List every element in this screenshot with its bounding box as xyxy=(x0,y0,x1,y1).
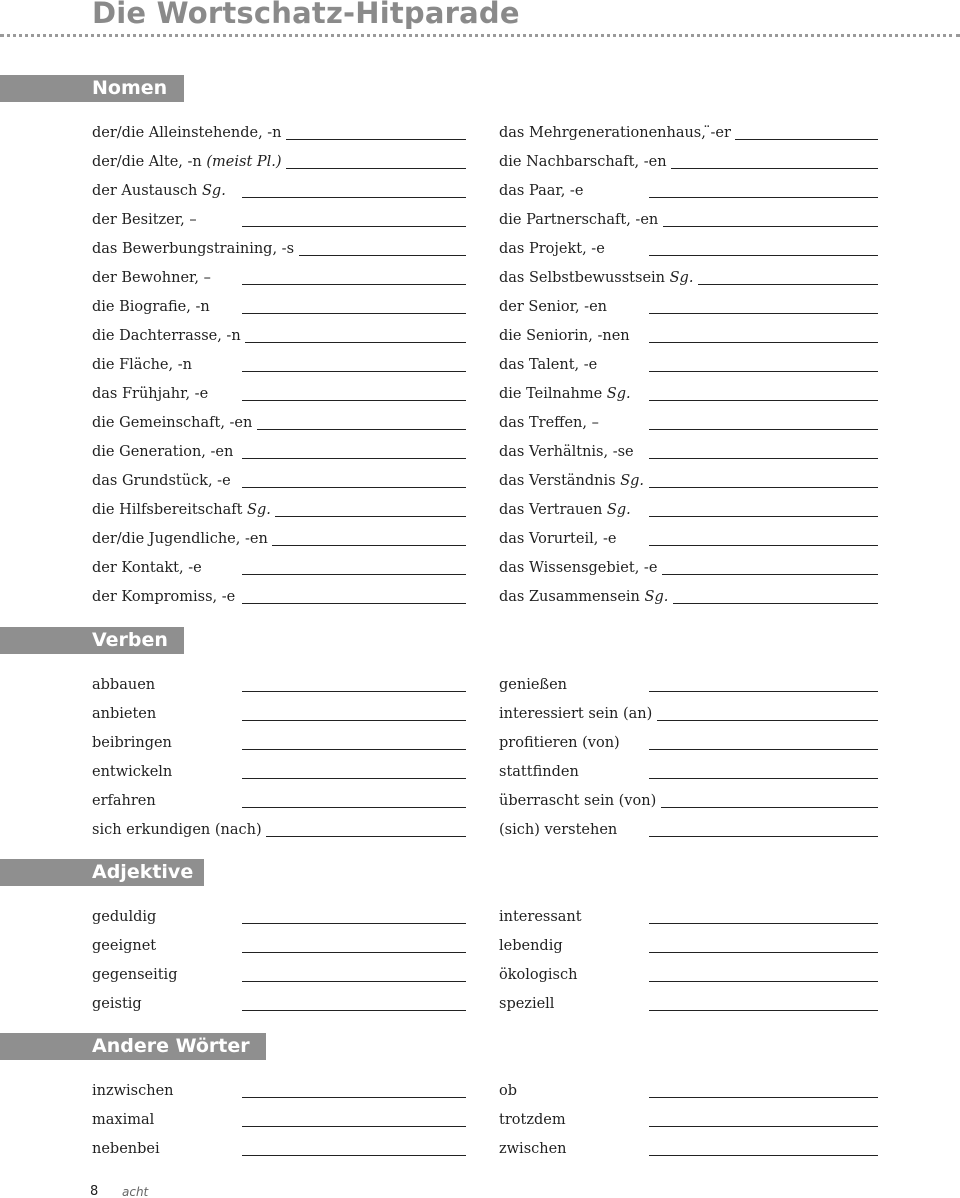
vocab-term: gegenseitig xyxy=(92,967,178,983)
translation-blank-line[interactable] xyxy=(242,1097,466,1098)
translation-blank-line[interactable] xyxy=(735,139,878,140)
vocab-row xyxy=(92,558,466,580)
vocab-row xyxy=(499,558,878,580)
vocab-term: der Kompromiss, -e xyxy=(92,589,236,605)
vocab-row xyxy=(499,936,878,958)
vocab-term: das Frühjahr, -e xyxy=(92,386,209,402)
vocab-row xyxy=(499,500,878,522)
vocab-term: ökologisch xyxy=(499,967,578,983)
translation-blank-line[interactable] xyxy=(266,836,466,837)
vocab-row xyxy=(499,907,878,929)
grammar-note: Sg. xyxy=(644,589,669,605)
vocab-row xyxy=(499,1081,878,1103)
vocab-term: das Vorurteil, -e xyxy=(499,531,617,547)
vocab-row xyxy=(499,355,878,377)
vocab-row xyxy=(92,326,466,348)
vocab-row xyxy=(499,123,878,145)
vocab-term: das Selbstbewusstsein Sg. xyxy=(499,270,694,286)
translation-blank-line[interactable] xyxy=(242,691,466,692)
vocab-term: das Wissensgebiet, -e xyxy=(499,560,658,576)
vocab-row xyxy=(92,704,466,726)
translation-blank-line[interactable] xyxy=(649,429,878,430)
title-dotted-rule xyxy=(0,34,960,37)
vocab-term: die Seniorin, -nen xyxy=(499,328,630,344)
translation-blank-line[interactable] xyxy=(662,574,878,575)
translation-blank-line[interactable] xyxy=(649,836,878,837)
vocab-row xyxy=(499,791,878,813)
translation-blank-line[interactable] xyxy=(698,284,878,285)
translation-blank-line[interactable] xyxy=(649,691,878,692)
vocab-row xyxy=(499,965,878,987)
section-header-adjektive xyxy=(0,859,204,886)
vocab-row xyxy=(92,123,466,145)
section-label-andere-woerter: Andere Wörter xyxy=(92,1035,250,1057)
vocab-row xyxy=(92,384,466,406)
translation-blank-line[interactable] xyxy=(649,1126,878,1127)
vocab-term: abbauen xyxy=(92,677,156,693)
vocab-term: die Fläche, -n xyxy=(92,357,192,373)
vocab-row xyxy=(499,384,878,406)
vocab-term: ob xyxy=(499,1083,518,1099)
translation-blank-line[interactable] xyxy=(242,1126,466,1127)
translation-blank-line[interactable] xyxy=(649,487,878,488)
vocab-term: beibringen xyxy=(92,735,172,751)
vocab-term: nebenbei xyxy=(92,1141,160,1157)
translation-blank-line[interactable] xyxy=(299,255,466,256)
vocab-term: das Bewerbungstraining, -s xyxy=(92,241,295,257)
vocab-term: entwickeln xyxy=(92,764,173,780)
vocab-term: geeignet xyxy=(92,938,157,954)
vocab-term: die Generation, -en xyxy=(92,444,234,460)
translation-blank-line[interactable] xyxy=(242,487,466,488)
vocab-row xyxy=(499,297,878,319)
translation-blank-line[interactable] xyxy=(657,720,878,721)
vocab-row xyxy=(92,791,466,813)
translation-blank-line[interactable] xyxy=(286,168,466,169)
vocab-row xyxy=(92,1081,466,1103)
vocab-row xyxy=(92,239,466,261)
vocab-term: der Bewohner, – xyxy=(92,270,211,286)
vocab-row xyxy=(499,239,878,261)
translation-blank-line[interactable] xyxy=(649,749,878,750)
translation-blank-line[interactable] xyxy=(242,720,466,721)
page-number-word: acht xyxy=(122,1185,149,1198)
vocab-term: trotzdem xyxy=(499,1112,566,1128)
vocab-term: erfahren xyxy=(92,793,156,809)
translation-blank-line[interactable] xyxy=(649,981,878,982)
vocab-term: stattfinden xyxy=(499,764,579,780)
vocab-term: zwischen xyxy=(499,1141,567,1157)
translation-blank-line[interactable] xyxy=(242,749,466,750)
vocab-term: (sich) verstehen xyxy=(499,822,618,838)
translation-blank-line[interactable] xyxy=(663,226,878,227)
translation-blank-line[interactable] xyxy=(649,1155,878,1156)
vocab-row xyxy=(92,675,466,697)
vocab-row xyxy=(499,413,878,435)
vocab-row xyxy=(499,1139,878,1161)
translation-blank-line[interactable] xyxy=(272,545,466,546)
vocab-row xyxy=(92,907,466,929)
vocab-term: das Treffen, – xyxy=(499,415,599,431)
vocab-row xyxy=(499,994,878,1016)
vocab-term: inzwischen xyxy=(92,1083,174,1099)
vocab-term: die Hilfsbereitschaft Sg. xyxy=(92,502,271,518)
vocab-term: die Biografie, -n xyxy=(92,299,210,315)
vocab-row xyxy=(92,529,466,551)
translation-blank-line[interactable] xyxy=(242,313,466,314)
vocab-row xyxy=(92,936,466,958)
vocab-row xyxy=(92,442,466,464)
vocab-row xyxy=(92,152,466,174)
translation-blank-line[interactable] xyxy=(649,197,878,198)
vocab-term: geistig xyxy=(92,996,142,1012)
translation-blank-line[interactable] xyxy=(661,807,878,808)
vocab-term: das Mehrgenerationenhaus, ̈-er xyxy=(499,125,731,141)
translation-blank-line[interactable] xyxy=(242,1010,466,1011)
translation-blank-line[interactable] xyxy=(649,952,878,953)
translation-blank-line[interactable] xyxy=(242,226,466,227)
translation-blank-line[interactable] xyxy=(242,603,466,604)
grammar-note: Sg. xyxy=(620,473,645,489)
vocab-row xyxy=(92,500,466,522)
translation-blank-line[interactable] xyxy=(649,255,878,256)
vocab-row xyxy=(499,210,878,232)
vocab-term: speziell xyxy=(499,996,555,1012)
vocab-term: die Partnerschaft, -en xyxy=(499,212,659,228)
vocab-row xyxy=(499,181,878,203)
vocab-row xyxy=(499,529,878,551)
vocab-row xyxy=(499,268,878,290)
vocab-term: maximal xyxy=(92,1112,155,1128)
vocab-term: überrascht sein (von) xyxy=(499,793,657,809)
vocab-row xyxy=(92,268,466,290)
translation-blank-line[interactable] xyxy=(649,778,878,779)
translation-blank-line[interactable] xyxy=(245,342,466,343)
vocab-row xyxy=(92,820,466,842)
page-number: 8 xyxy=(90,1184,99,1198)
vocab-row xyxy=(92,733,466,755)
translation-blank-line[interactable] xyxy=(242,952,466,953)
vocab-term: der Kontakt, -e xyxy=(92,560,202,576)
vocab-term: der Besitzer, – xyxy=(92,212,197,228)
vocab-row xyxy=(499,587,878,609)
vocab-term: interessant xyxy=(499,909,582,925)
vocab-term: interessiert sein (an) xyxy=(499,706,653,722)
translation-blank-line[interactable] xyxy=(673,603,878,604)
section-header-andere-woerter xyxy=(0,1033,266,1060)
vocab-row xyxy=(499,326,878,348)
vocab-term: der/die Alte, -n (meist Pl.) xyxy=(92,154,282,170)
translation-blank-line[interactable] xyxy=(257,429,466,430)
grammar-note: Sg. xyxy=(201,183,226,199)
vocab-term: lebendig xyxy=(499,938,563,954)
vocab-row xyxy=(499,442,878,464)
vocab-row xyxy=(92,355,466,377)
section-label-verben: Verben xyxy=(92,629,168,651)
grammar-note: (meist Pl.) xyxy=(206,154,282,170)
vocab-row xyxy=(92,1139,466,1161)
translation-blank-line[interactable] xyxy=(242,807,466,808)
vocab-row xyxy=(92,994,466,1016)
section-header-nomen xyxy=(0,75,184,102)
vocab-row xyxy=(499,675,878,697)
vocab-row xyxy=(499,152,878,174)
translation-blank-line[interactable] xyxy=(649,342,878,343)
vocab-term: das Paar, -e xyxy=(499,183,584,199)
grammar-note: Sg. xyxy=(247,502,271,518)
vocab-row xyxy=(92,413,466,435)
translation-blank-line[interactable] xyxy=(649,313,878,314)
vocab-row xyxy=(92,1110,466,1132)
vocab-term: das Verständnis Sg. xyxy=(499,473,645,489)
vocab-term: die Gemeinschaft, -en xyxy=(92,415,253,431)
translation-blank-line[interactable] xyxy=(242,458,466,459)
grammar-note: Sg. xyxy=(669,270,694,286)
vocab-row xyxy=(499,1110,878,1132)
vocab-row xyxy=(499,733,878,755)
translation-blank-line[interactable] xyxy=(242,574,466,575)
page-title: Die Wortschatz-Hitparade xyxy=(92,0,520,30)
translation-blank-line[interactable] xyxy=(286,139,466,140)
translation-blank-line[interactable] xyxy=(649,1010,878,1011)
vocab-row xyxy=(92,471,466,493)
vocab-term: sich erkundigen (nach) xyxy=(92,822,262,838)
vocab-term: der Austausch Sg. xyxy=(92,183,226,199)
vocab-row xyxy=(92,587,466,609)
vocab-term: das Verhältnis, -se xyxy=(499,444,634,460)
vocab-row xyxy=(92,762,466,784)
vocab-term: der/die Alleinstehende, -n xyxy=(92,125,282,141)
vocab-row xyxy=(92,965,466,987)
translation-blank-line[interactable] xyxy=(242,981,466,982)
vocab-term: die Teilnahme Sg. xyxy=(499,386,631,402)
grammar-note: Sg. xyxy=(606,386,631,402)
translation-blank-line[interactable] xyxy=(242,197,466,198)
vocab-term: anbieten xyxy=(92,706,157,722)
vocab-row xyxy=(499,820,878,842)
vocab-term: die Nachbarschaft, -en xyxy=(499,154,667,170)
translation-blank-line[interactable] xyxy=(649,516,878,517)
vocab-term: das Talent, -e xyxy=(499,357,598,373)
translation-blank-line[interactable] xyxy=(671,168,878,169)
translation-blank-line[interactable] xyxy=(242,284,466,285)
vocab-term: profitieren (von) xyxy=(499,735,620,751)
vocab-term: genießen xyxy=(499,677,568,693)
vocab-term: die Dachterrasse, -n xyxy=(92,328,241,344)
translation-blank-line[interactable] xyxy=(649,1097,878,1098)
vocab-row xyxy=(92,181,466,203)
section-label-nomen: Nomen xyxy=(92,77,168,99)
section-header-verben xyxy=(0,627,184,654)
section-label-adjektive: Adjektive xyxy=(92,861,194,883)
vocab-row xyxy=(499,704,878,726)
translation-blank-line[interactable] xyxy=(649,371,878,372)
vocab-term: das Projekt, -e xyxy=(499,241,605,257)
translation-blank-line[interactable] xyxy=(242,371,466,372)
translation-blank-line[interactable] xyxy=(242,778,466,779)
translation-blank-line[interactable] xyxy=(649,923,878,924)
translation-blank-line[interactable] xyxy=(242,1155,466,1156)
translation-blank-line[interactable] xyxy=(649,545,878,546)
translation-blank-line[interactable] xyxy=(275,516,466,517)
vocab-row xyxy=(92,210,466,232)
vocab-term: der/die Jugendliche, -en xyxy=(92,531,268,547)
vocab-row xyxy=(92,297,466,319)
translation-blank-line[interactable] xyxy=(242,923,466,924)
grammar-note: Sg. xyxy=(606,502,631,518)
vocab-term: das Zusammensein Sg. xyxy=(499,589,669,605)
translation-blank-line[interactable] xyxy=(242,400,466,401)
vocab-row xyxy=(499,762,878,784)
vocab-row xyxy=(499,471,878,493)
translation-blank-line[interactable] xyxy=(649,458,878,459)
vocab-term: der Senior, -en xyxy=(499,299,607,315)
vocab-term: das Vertrauen Sg. xyxy=(499,502,631,518)
translation-blank-line[interactable] xyxy=(649,400,878,401)
vocab-term: geduldig xyxy=(92,909,157,925)
vocab-term: das Grundstück, -e xyxy=(92,473,231,489)
